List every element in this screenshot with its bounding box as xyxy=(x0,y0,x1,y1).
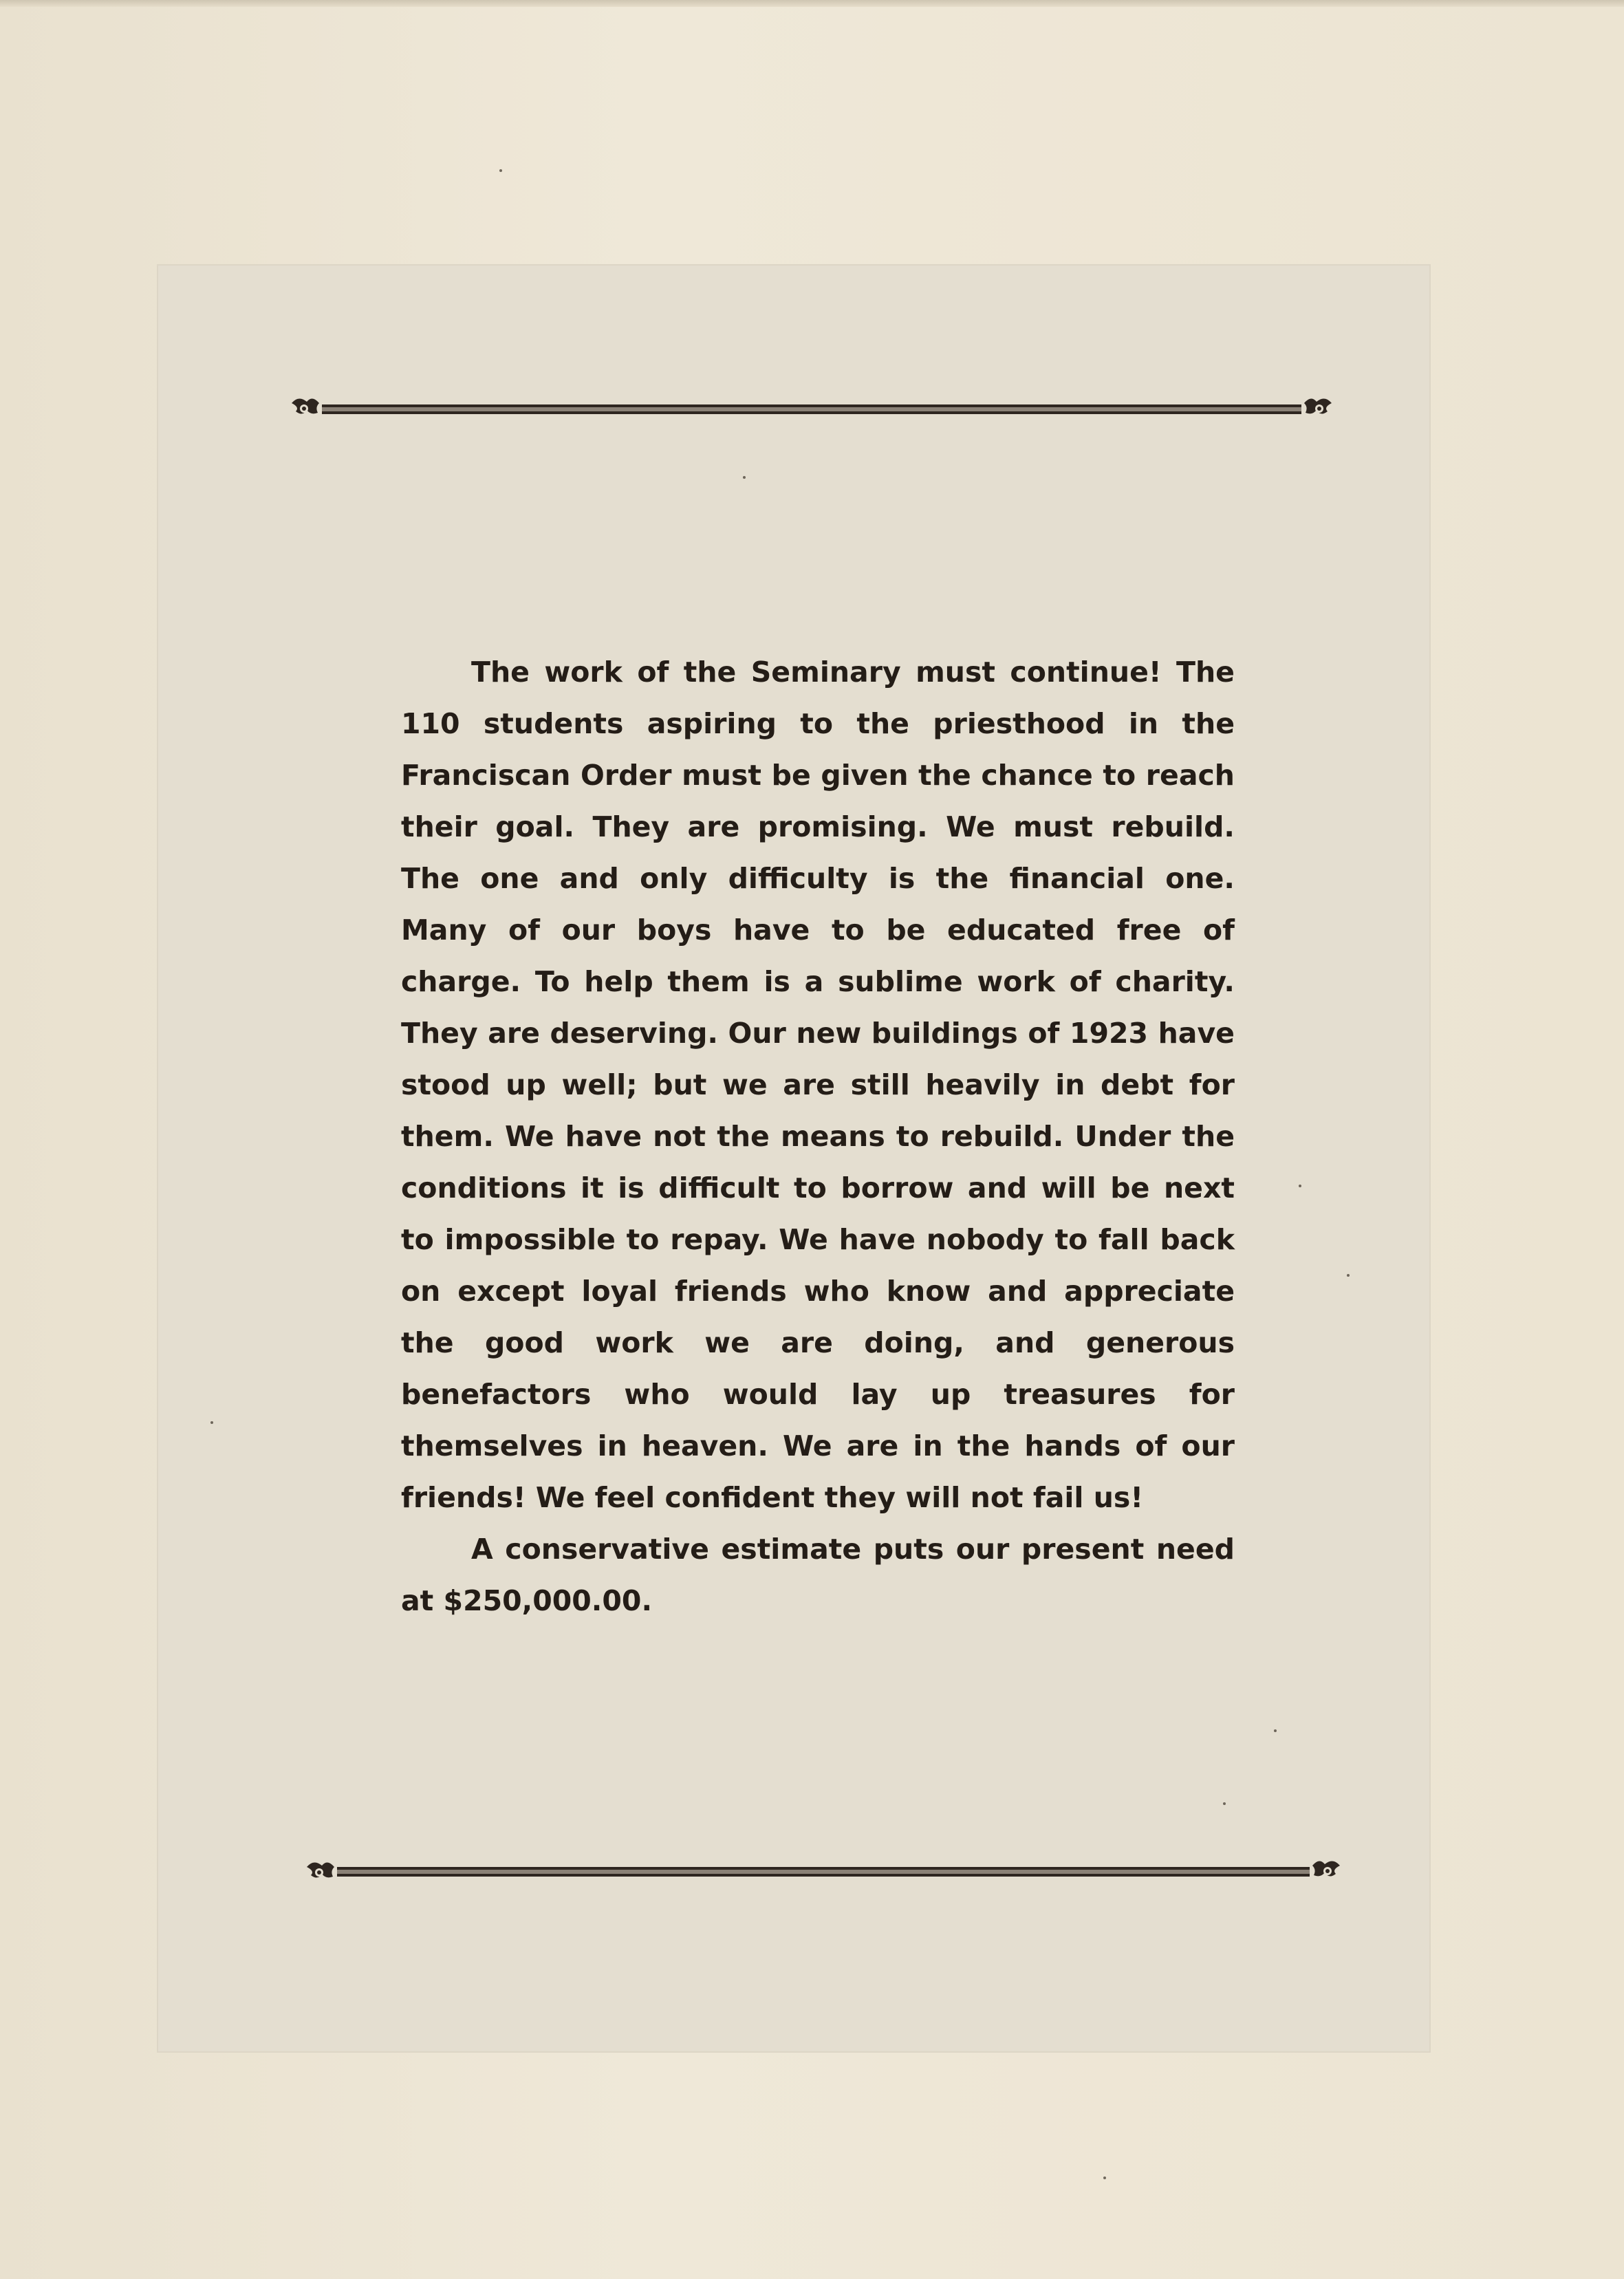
page-top-edge xyxy=(0,0,1624,7)
appeal-paragraph: The work of the Seminary must continue! The 110 students aspiring to the priesthood in the Franciscan Order must be given the chance to reach their goal. They are promising. We must rebuild. The one and only difficulty is the financial one. Many of our boys have to be educated free of charge. To help them is a sublime work of charity. They are deserving. Our new buildings of 1923 have stood up well; but we are still heavily in debt for them. We have not the means to rebuild. Under the conditions it is difficult to borrow and will be next to impossible to repay. We have nobody to fall back on except loyal friends who know and appreciate the good work we are doing, and generous benefactors who would lay up treasures for themselves in heaven. We are in the hands of our friends! We feel confident they will not fail us! xyxy=(401,656,1235,1514)
estimate-paragraph: A conservative estimate puts our present need at $250,000.00. xyxy=(401,1533,1235,1617)
paper-speck xyxy=(1347,1274,1350,1277)
appeal-text xyxy=(401,647,1235,1627)
paper-speck xyxy=(743,476,746,479)
paper-speck xyxy=(1223,1802,1226,1805)
paper-speck xyxy=(210,1421,213,1424)
paper-speck xyxy=(1299,1185,1301,1187)
ornamental-rule-top-icon xyxy=(289,393,1334,424)
paper-speck xyxy=(499,169,502,172)
paper-speck xyxy=(1103,2177,1106,2179)
paper-speck xyxy=(1274,1729,1277,1732)
ornamental-rule-bottom-icon xyxy=(304,1856,1343,1886)
